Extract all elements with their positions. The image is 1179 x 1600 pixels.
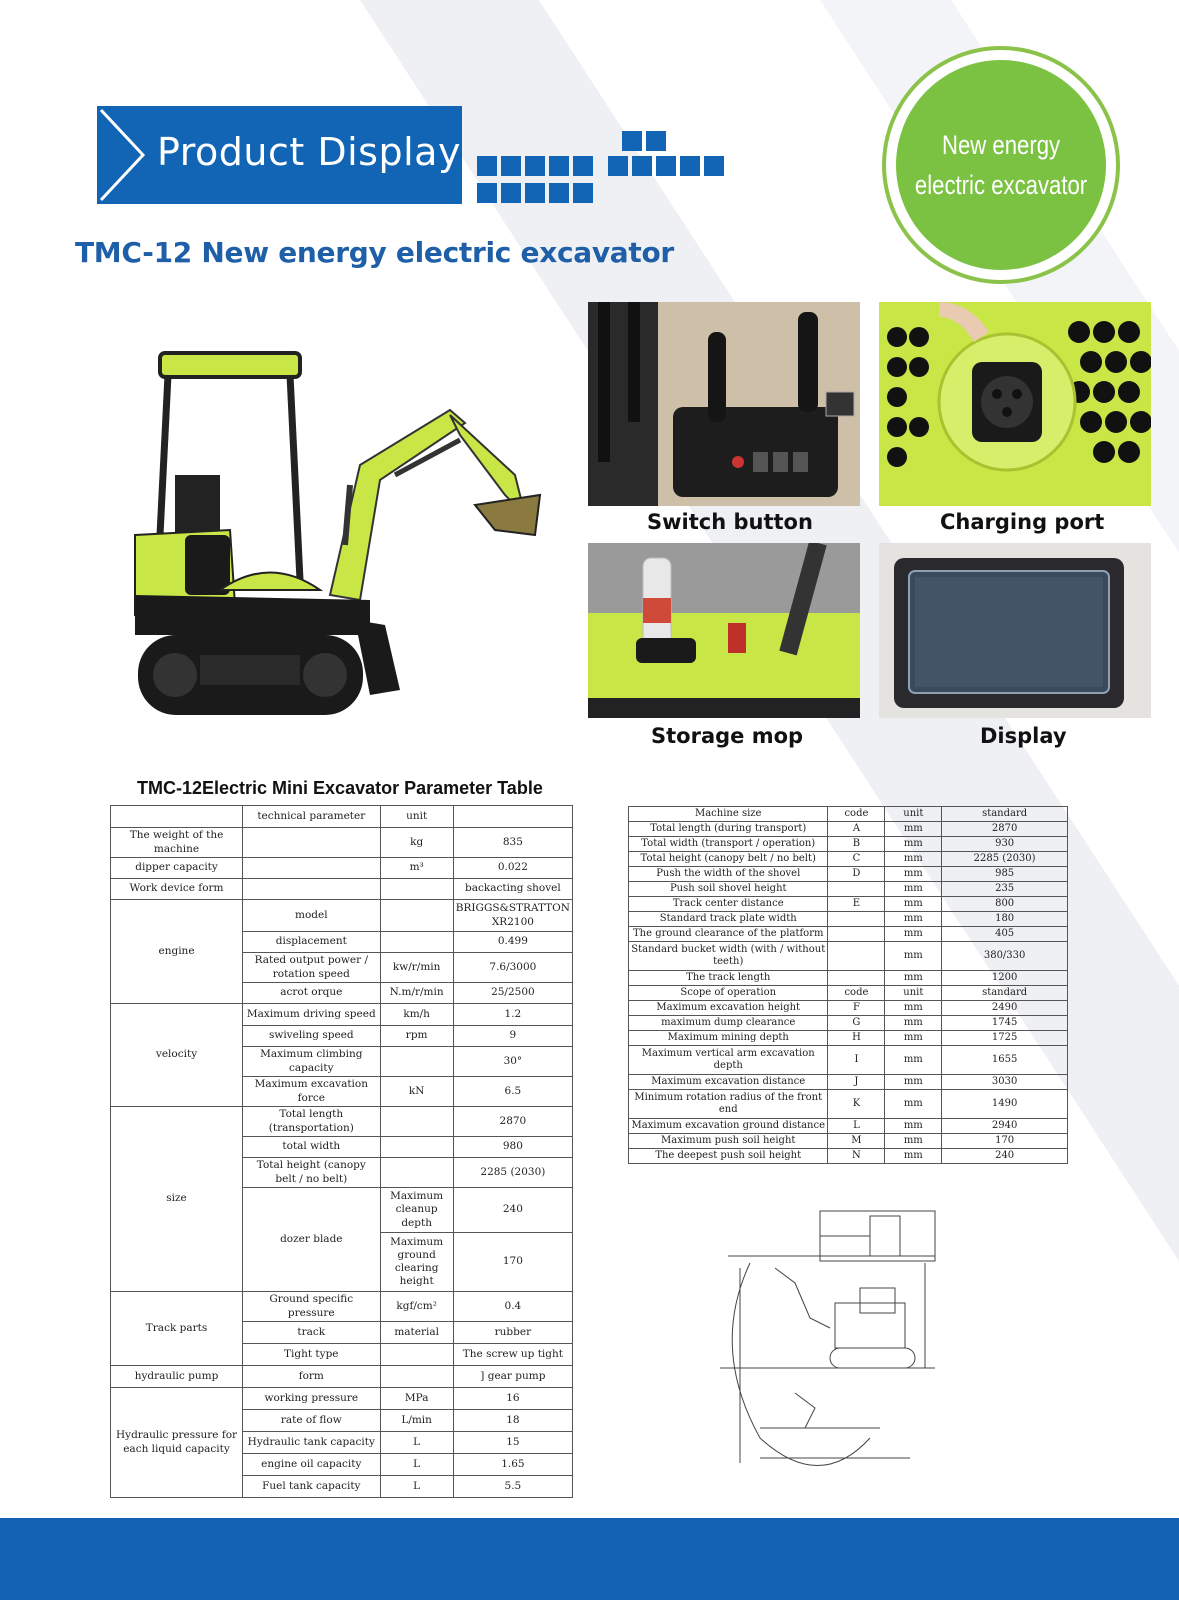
row-label: track — [243, 1322, 380, 1344]
row-label: form — [243, 1366, 380, 1388]
table-cell: Total height (canopy belt / no belt) — [629, 852, 828, 867]
table-cell: mm — [885, 1075, 942, 1090]
table-cell: 235 — [942, 882, 1068, 897]
row-unit: N.m/r/min — [380, 983, 453, 1004]
row-value: 16 — [453, 1388, 572, 1410]
group-label: hydraulic pump — [111, 1366, 243, 1388]
table-cell: 1745 — [942, 1016, 1068, 1031]
table-cell: The deepest push soil height — [629, 1149, 828, 1164]
table-header-row — [629, 986, 1068, 1001]
table-cell: Maximum excavation ground distance — [629, 1119, 828, 1134]
table-cell: Maximum excavation height — [629, 1001, 828, 1016]
row-value: 15 — [453, 1432, 572, 1454]
table-cell: Push soil shovel height — [629, 882, 828, 897]
table-cell: mm — [885, 971, 942, 986]
table-row — [629, 1119, 1068, 1134]
row-value: 7.6/3000 — [453, 953, 572, 983]
table-cell: 170 — [942, 1134, 1068, 1149]
group-label: Hydraulic pressure for each liquid capacity — [111, 1388, 243, 1498]
row-unit: kN — [380, 1077, 453, 1107]
table-row — [629, 1031, 1068, 1046]
table-cell: H — [828, 1031, 885, 1046]
row-value: 1.65 — [453, 1454, 572, 1476]
table-cell — [828, 882, 885, 897]
table-cell — [828, 971, 885, 986]
table-cell: 1490 — [942, 1090, 1068, 1119]
table-cell: 1725 — [942, 1031, 1068, 1046]
row-value: 240 — [453, 1188, 572, 1233]
row-value: 18 — [453, 1410, 572, 1432]
table-cell: mm — [885, 1031, 942, 1046]
row-unit: kgf/cm² — [380, 1292, 453, 1322]
table-cell: mm — [885, 897, 942, 912]
row-unit: MPa — [380, 1388, 453, 1410]
table-row — [629, 1001, 1068, 1016]
group-label: size — [111, 1107, 243, 1292]
group-label: engine — [111, 900, 243, 1004]
table-header: standard — [942, 986, 1068, 1001]
row-unit: L — [380, 1454, 453, 1476]
table-row — [629, 1016, 1068, 1031]
storage-mop-photo — [588, 543, 860, 718]
table-cell: 985 — [942, 867, 1068, 882]
row-value: 9 — [453, 1026, 572, 1047]
table-cell: mm — [885, 1149, 942, 1164]
table-cell: mm — [885, 1046, 942, 1075]
banner-label: Product Display — [157, 130, 461, 174]
table-cell: mm — [885, 912, 942, 927]
row-value: 2870 — [453, 1107, 572, 1137]
caption-display: Display — [980, 724, 1067, 748]
table-cell: mm — [885, 867, 942, 882]
table-cell: Track center distance — [629, 897, 828, 912]
table-cell: mm — [885, 1134, 942, 1149]
table-cell: mm — [885, 942, 942, 971]
table-header: Scope of operation — [629, 986, 828, 1001]
table-cell — [828, 942, 885, 971]
row-value: BRIGGS&STRATTON XR2100 — [453, 900, 572, 932]
row-label: Tight type — [243, 1344, 380, 1366]
table-cell: Maximum push soil height — [629, 1134, 828, 1149]
table-cell: 2490 — [942, 1001, 1068, 1016]
row-label: Hydraulic tank capacity — [243, 1432, 380, 1454]
row-label: displacement — [243, 932, 380, 953]
table-header: standard — [942, 807, 1068, 822]
caption-switch-button: Switch button — [647, 510, 813, 534]
row-value: The screw up tight — [453, 1344, 572, 1366]
table-cell: Total width (transport / operation) — [629, 837, 828, 852]
row-label: Rated output power / rotation speed — [243, 953, 380, 983]
table-row — [629, 882, 1068, 897]
table-row — [629, 942, 1068, 971]
row-label: Work device form — [111, 879, 243, 900]
row-unit: L/min — [380, 1410, 453, 1432]
table-cell — [828, 927, 885, 942]
row-sublabel: Maximum cleanup depth — [380, 1188, 453, 1233]
row-label: model — [243, 900, 380, 932]
table-cell: mm — [885, 852, 942, 867]
row-value: 2285 (2030) — [453, 1158, 572, 1188]
row-label: engine oil capacity — [243, 1454, 380, 1476]
row-label: dipper capacity — [111, 858, 243, 879]
row-unit: material — [380, 1322, 453, 1344]
row-label: acrot orque — [243, 983, 380, 1004]
table-cell: 180 — [942, 912, 1068, 927]
table-cell: mm — [885, 882, 942, 897]
table-cell: A — [828, 822, 885, 837]
table-cell: C — [828, 852, 885, 867]
table-cell: 1200 — [942, 971, 1068, 986]
row-value: 0.499 — [453, 932, 572, 953]
table-cell: 380/330 — [942, 942, 1068, 971]
row-label: Fuel tank capacity — [243, 1476, 380, 1498]
product-display-banner — [97, 106, 462, 204]
table-row — [629, 927, 1068, 942]
table-row — [629, 897, 1068, 912]
table-cell: 240 — [942, 1149, 1068, 1164]
row-value: 0.4 — [453, 1292, 572, 1322]
row-unit: rpm — [380, 1026, 453, 1047]
table-cell: mm — [885, 1016, 942, 1031]
table-cell: Maximum excavation distance — [629, 1075, 828, 1090]
group-label: velocity — [111, 1004, 243, 1107]
row-value: ] gear pump — [453, 1366, 572, 1388]
table-header: code — [828, 986, 885, 1001]
row-label: swiveling speed — [243, 1026, 380, 1047]
dimension-drawing — [720, 1208, 940, 1478]
row-value: 835 — [453, 828, 572, 858]
table-cell: K — [828, 1090, 885, 1119]
table-row — [629, 1046, 1068, 1075]
table-cell: Total length (during transport) — [629, 822, 828, 837]
display-photo — [879, 543, 1151, 718]
row-label: Maximum driving speed — [243, 1004, 380, 1026]
row-value: 980 — [453, 1137, 572, 1158]
table-cell: Maximum vertical arm excavation depth — [629, 1046, 828, 1075]
page-title: TMC-12 New energy electric excavator — [75, 236, 674, 269]
table-row — [629, 867, 1068, 882]
table-cell: 800 — [942, 897, 1068, 912]
table-row — [629, 1075, 1068, 1090]
table-cell: N — [828, 1149, 885, 1164]
table-cell: Push the width of the shovel — [629, 867, 828, 882]
table-cell — [828, 912, 885, 927]
table-cell: B — [828, 837, 885, 852]
row-value: 30° — [453, 1047, 572, 1077]
badge-line1: New energy — [941, 130, 1061, 160]
table-row — [629, 1090, 1068, 1119]
row-sublabel: Maximum ground clearing height — [380, 1233, 453, 1292]
table-cell: mm — [885, 1119, 942, 1134]
row-value: 25/2500 — [453, 983, 572, 1004]
table-cell: Maximum mining depth — [629, 1031, 828, 1046]
row-label: Ground specific pressure — [243, 1292, 380, 1322]
row-unit: kg — [380, 828, 453, 858]
row-value: 6.5 — [453, 1077, 572, 1107]
table-header: unit — [380, 806, 453, 828]
table-cell: Minimum rotation radius of the front end — [629, 1090, 828, 1119]
switch-button-photo — [588, 302, 860, 506]
row-label: working pressure — [243, 1388, 380, 1410]
row-label: rate of flow — [243, 1410, 380, 1432]
table-cell: mm — [885, 1090, 942, 1119]
row-label: The weight of the machine — [111, 828, 243, 858]
table-cell: mm — [885, 822, 942, 837]
table-cell: J — [828, 1075, 885, 1090]
row-value: 1.2 — [453, 1004, 572, 1026]
row-unit: km/h — [380, 1004, 453, 1026]
table-cell: Standard track plate width — [629, 912, 828, 927]
table-cell: The track length — [629, 971, 828, 986]
row-label: Total height (canopy belt / no belt) — [243, 1158, 380, 1188]
table-row — [629, 837, 1068, 852]
table-row — [629, 852, 1068, 867]
table-header: technical parameter — [243, 806, 380, 828]
table-cell: L — [828, 1119, 885, 1134]
table-row — [629, 1149, 1068, 1164]
row-unit: L — [380, 1476, 453, 1498]
table-cell: G — [828, 1016, 885, 1031]
table-cell: 2285 (2030) — [942, 852, 1068, 867]
table-row — [629, 822, 1068, 837]
row-label: Maximum climbing capacity — [243, 1047, 380, 1077]
table-cell: 2870 — [942, 822, 1068, 837]
row-label: Total length (transportation) — [243, 1107, 380, 1137]
row-label: total width — [243, 1137, 380, 1158]
table-cell: 2940 — [942, 1119, 1068, 1134]
row-label: dozer blade — [243, 1188, 380, 1292]
table-cell: D — [828, 867, 885, 882]
table-row — [629, 971, 1068, 986]
table-header: unit — [885, 807, 942, 822]
table-cell: mm — [885, 1001, 942, 1016]
size-table — [628, 806, 1068, 1164]
table-cell: 405 — [942, 927, 1068, 942]
table-header: Machine size — [629, 807, 828, 822]
chevron-icon — [97, 106, 157, 204]
row-value: rubber — [453, 1322, 572, 1344]
table-cell: 3030 — [942, 1075, 1068, 1090]
table-header-row — [629, 807, 1068, 822]
row-value: 0.022 — [453, 858, 572, 879]
parameter-table-title: TMC-12Electric Mini Excavator Parameter Table — [137, 778, 543, 798]
footer-bar — [0, 1518, 1179, 1600]
row-value: backacting shovel — [453, 879, 572, 900]
row-unit: kw/r/min — [380, 953, 453, 983]
badge-line2: electric excavator — [914, 170, 1088, 200]
table-header: unit — [885, 986, 942, 1001]
table-cell: E — [828, 897, 885, 912]
table-cell: 930 — [942, 837, 1068, 852]
table-cell: maximum dump clearance — [629, 1016, 828, 1031]
row-label: Maximum excavation force — [243, 1077, 380, 1107]
parameter-table — [110, 805, 573, 1498]
table-cell: mm — [885, 927, 942, 942]
table-header: code — [828, 807, 885, 822]
table-cell: mm — [885, 837, 942, 852]
caption-storage-mop: Storage mop — [651, 724, 804, 748]
caption-charging-port: Charging port — [940, 510, 1105, 534]
charging-port-photo — [879, 302, 1151, 506]
new-energy-badge — [882, 46, 1120, 284]
row-unit: m³ — [380, 858, 453, 879]
table-row — [629, 912, 1068, 927]
table-cell: Standard bucket width (with / without teeth) — [629, 942, 828, 971]
row-value: 170 — [453, 1233, 572, 1292]
table-cell: F — [828, 1001, 885, 1016]
excavator-photo — [130, 345, 560, 735]
row-value: 5.5 — [453, 1476, 572, 1498]
table-cell: The ground clearance of the platform — [629, 927, 828, 942]
row-unit: L — [380, 1432, 453, 1454]
table-cell: I — [828, 1046, 885, 1075]
table-cell: M — [828, 1134, 885, 1149]
table-row — [629, 1134, 1068, 1149]
table-cell: 1655 — [942, 1046, 1068, 1075]
group-label: Track parts — [111, 1292, 243, 1366]
